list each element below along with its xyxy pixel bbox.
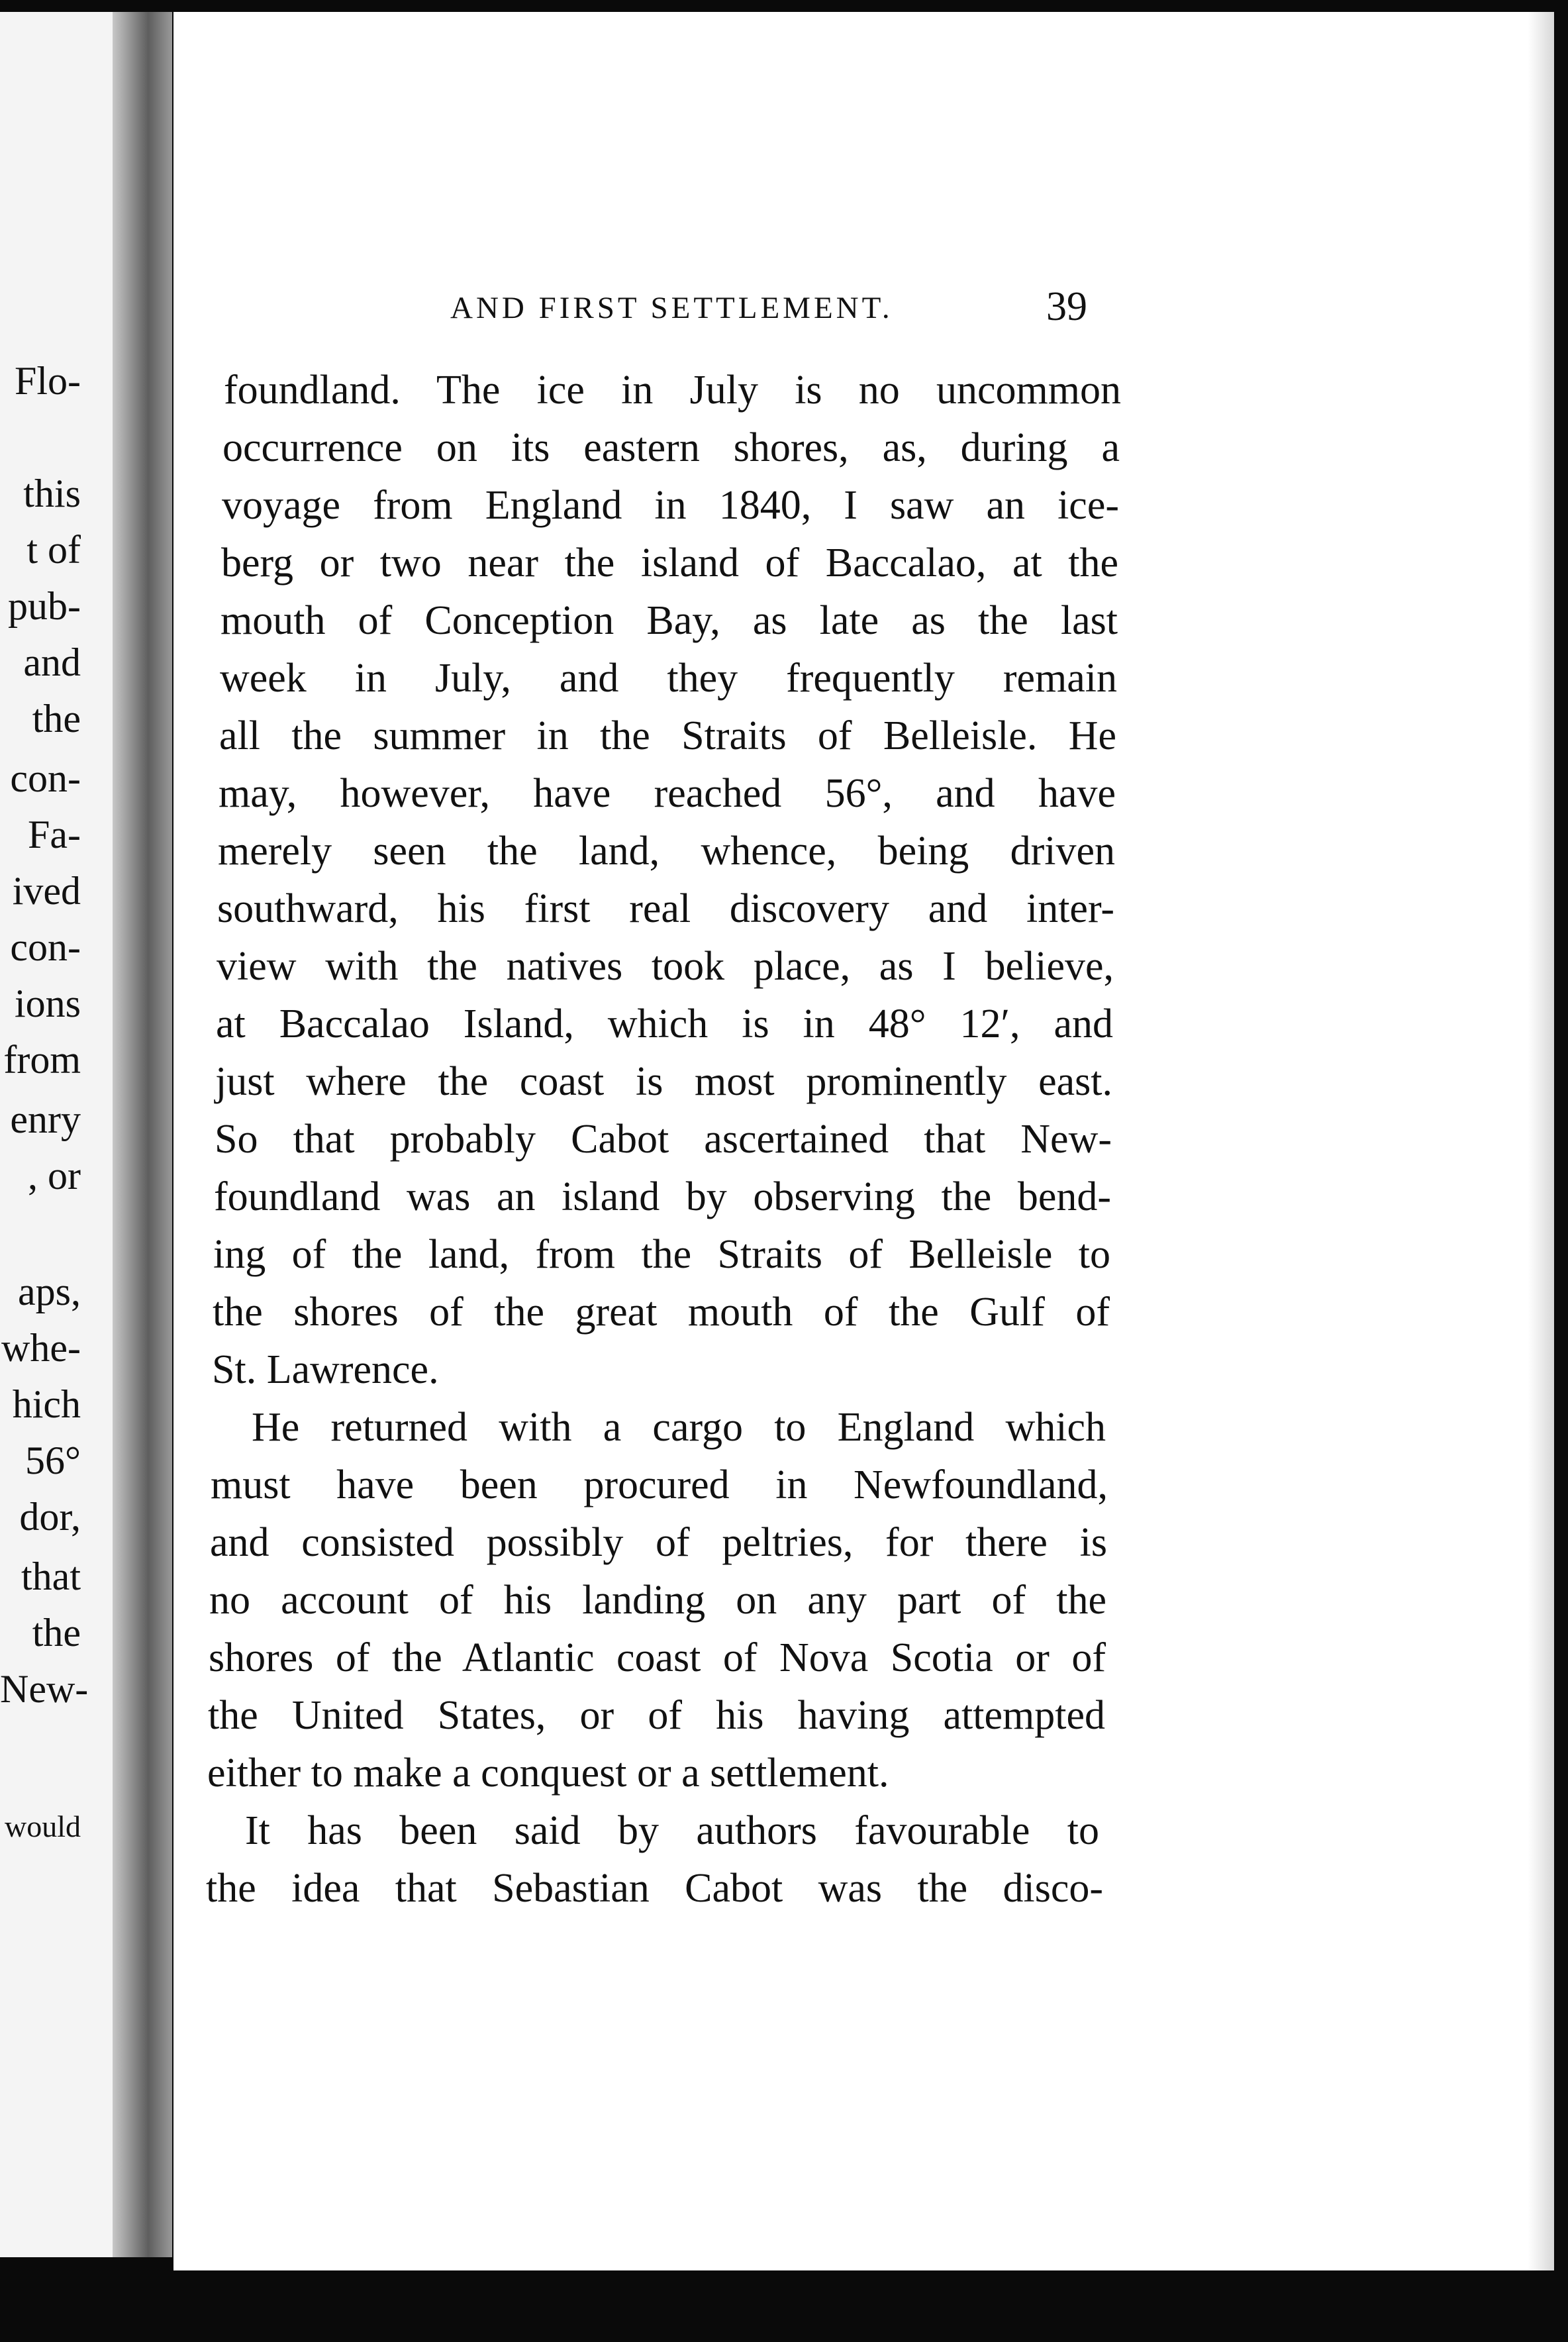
left-fragment: the — [32, 697, 81, 740]
left-fragment: this — [23, 472, 81, 515]
text-line: mouth of Conception Bay, as late as the last — [220, 598, 1118, 643]
left-fragment: and — [23, 640, 81, 684]
left-fragment: pub- — [8, 584, 81, 628]
text-line: foundland. The ice in July is no uncommon — [224, 368, 1121, 413]
text-line: all the summer in the Straits of Belleisle. He — [219, 713, 1116, 758]
text-line: merely seen the land, whence, being driven — [218, 829, 1115, 874]
text-line: must have been procured in Newfoundland, — [211, 1462, 1108, 1507]
left-fragment: 56° — [25, 1439, 81, 1482]
left-fragment: enry — [10, 1097, 81, 1141]
left-fragment: the — [32, 1611, 81, 1655]
page-edge-shadow — [1528, 12, 1554, 2270]
text-line: He returned with a cargo to England which — [252, 1405, 1106, 1450]
text-line: voyage from England in 1840, I saw an ice- — [222, 483, 1119, 528]
text-line: berg or two near the island of Baccalao, at the — [221, 540, 1118, 586]
text-line: just where the coast is most prominently east. — [215, 1059, 1112, 1104]
left-fragment: ions — [14, 982, 81, 1025]
text-line: either to make a conquest or a settlement. — [207, 1751, 889, 1796]
left-fragment: New- — [0, 1667, 89, 1711]
left-fragment: ived — [12, 869, 81, 913]
left-fragment: would — [5, 1809, 81, 1843]
text-line: view with the natives took place, as I believe, — [217, 944, 1114, 989]
left-fragment: , or — [28, 1154, 81, 1197]
right-page — [173, 12, 1554, 2270]
left-fragment: hich — [12, 1382, 81, 1426]
left-fragment: Fa- — [28, 813, 81, 856]
text-line: and consisted possibly of peltries, for there is — [210, 1520, 1107, 1565]
text-line: St. Lawrence. — [212, 1347, 439, 1392]
text-line: southward, his first real discovery and inter- — [217, 886, 1114, 931]
text-line: no account of his landing on any part of the — [209, 1578, 1106, 1623]
text-line: It has been said by authors favourable to — [245, 1808, 1099, 1853]
left-fragment: dor, — [19, 1495, 81, 1539]
text-line: occurrence on its eastern shores, as, during a — [222, 425, 1120, 470]
text-line: the shores of the great mouth of the Gulf of — [213, 1290, 1110, 1335]
text-line: shores of the Atlantic coast of Nova Scotia or of — [209, 1635, 1106, 1680]
text-line: foundland was an island by observing the bend- — [214, 1174, 1111, 1219]
left-fragment: con- — [10, 756, 81, 800]
page-number: 39 — [1046, 284, 1087, 329]
left-fragment: con- — [10, 925, 81, 969]
left-fragment: from — [3, 1038, 81, 1082]
text-line: So that probably Cabot ascertained that New- — [215, 1117, 1112, 1162]
left-fragment: Flo- — [14, 359, 81, 403]
text-line: week in July, and they frequently remain — [220, 656, 1117, 701]
text-line: at Baccalao Island, which is in 48° 12′, and — [216, 1001, 1113, 1046]
left-fragment: aps, — [18, 1270, 81, 1313]
left-fragment: whe- — [1, 1326, 81, 1370]
text-line: may, however, have reached 56°, and have — [219, 771, 1116, 816]
running-head: AND FIRST SETTLEMENT. — [450, 291, 893, 325]
text-line: ing of the land, from the Straits of Belleisle to — [213, 1232, 1110, 1277]
text-line: the idea that Sebastian Cabot was the disco- — [206, 1866, 1103, 1911]
text-line: the United States, or of his having attempted — [208, 1693, 1105, 1738]
book-gutter — [113, 12, 172, 2257]
left-fragment: that — [21, 1554, 81, 1598]
left-fragment: t of — [26, 528, 81, 572]
